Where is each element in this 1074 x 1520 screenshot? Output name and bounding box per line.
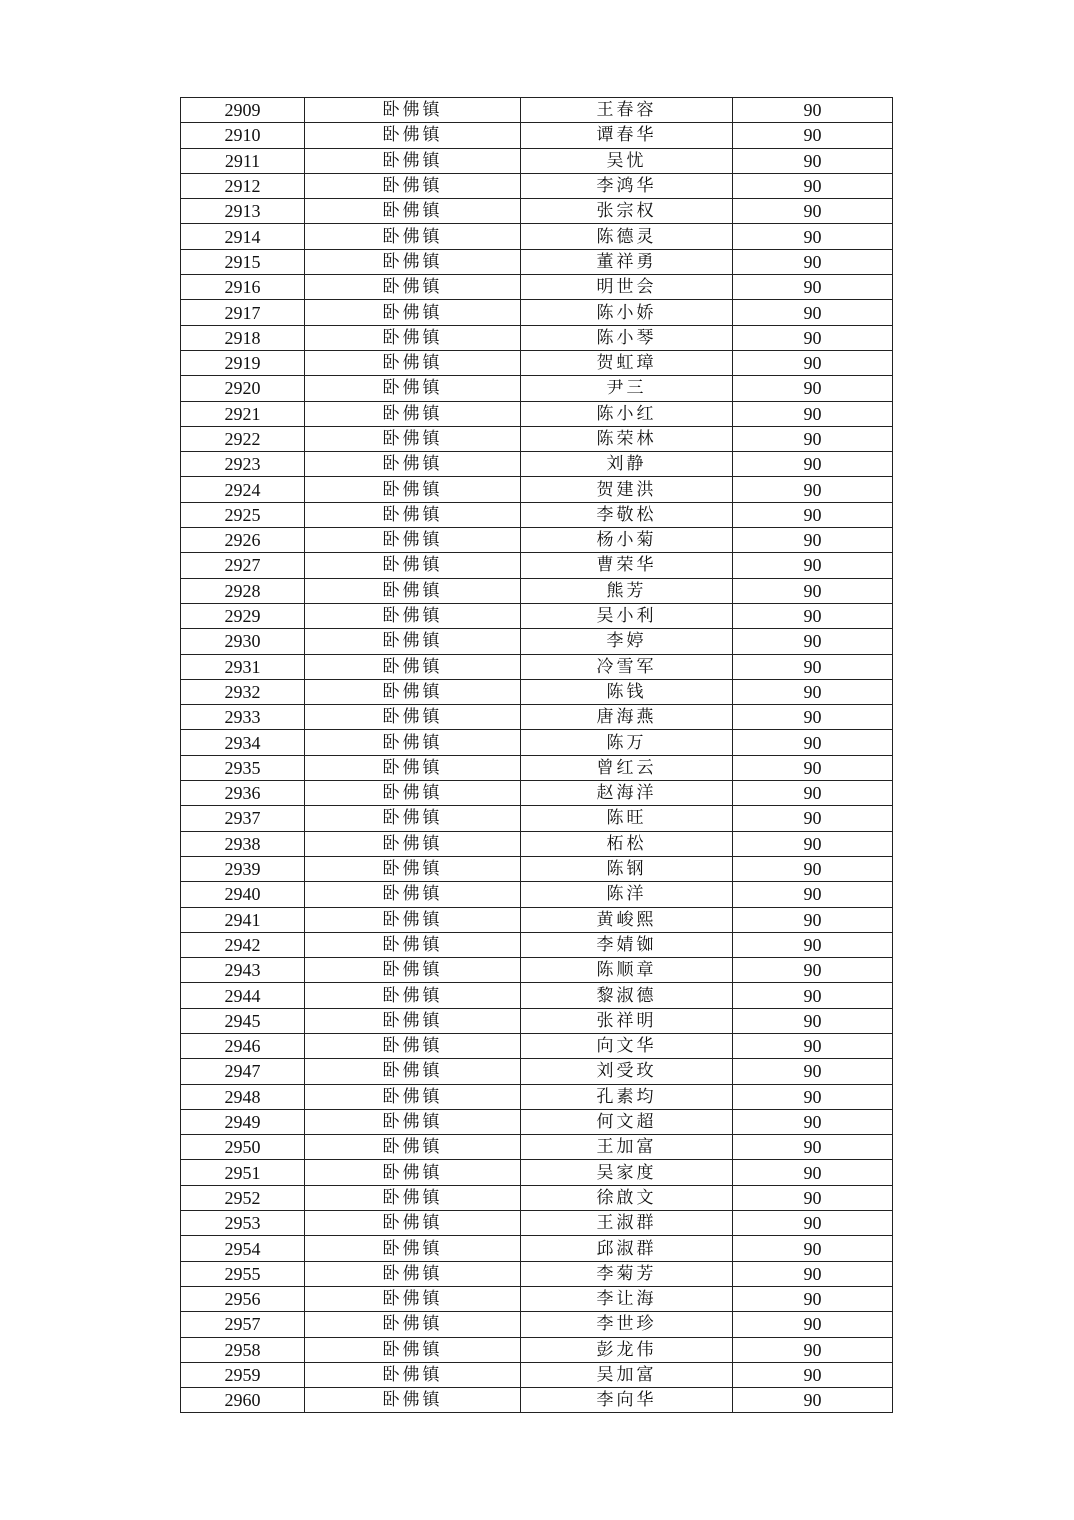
person-name-cell: 吴加富 xyxy=(521,1362,733,1387)
row-number-cell: 2913 xyxy=(181,199,305,224)
table-row xyxy=(181,376,893,401)
row-number-cell: 2920 xyxy=(181,376,305,401)
row-number-cell: 2927 xyxy=(181,553,305,578)
town-cell: 卧佛镇 xyxy=(305,831,521,856)
amount-cell: 90 xyxy=(733,1388,893,1413)
row-number-cell: 2928 xyxy=(181,578,305,603)
person-name-cell: 向文华 xyxy=(521,1033,733,1058)
town-cell: 卧佛镇 xyxy=(305,679,521,704)
table-row xyxy=(181,173,893,198)
person-name-cell: 陈钱 xyxy=(521,679,733,704)
amount-cell: 90 xyxy=(733,325,893,350)
row-number-cell: 2925 xyxy=(181,502,305,527)
table-row xyxy=(181,199,893,224)
row-number-cell: 2953 xyxy=(181,1211,305,1236)
person-name-cell: 王淑群 xyxy=(521,1211,733,1236)
person-name-cell: 赵海洋 xyxy=(521,781,733,806)
person-name-cell: 李婧铷 xyxy=(521,932,733,957)
person-name-cell: 王春容 xyxy=(521,98,733,123)
amount-cell: 90 xyxy=(733,1135,893,1160)
row-number-cell: 2959 xyxy=(181,1362,305,1387)
amount-cell: 90 xyxy=(733,1109,893,1134)
town-cell: 卧佛镇 xyxy=(305,983,521,1008)
person-name-cell: 王加富 xyxy=(521,1135,733,1160)
person-name-cell: 李敬松 xyxy=(521,502,733,527)
person-name-cell: 陈旺 xyxy=(521,806,733,831)
amount-cell: 90 xyxy=(733,426,893,451)
table-row xyxy=(181,1261,893,1286)
person-name-cell: 尹三 xyxy=(521,376,733,401)
amount-cell: 90 xyxy=(733,1084,893,1109)
town-cell: 卧佛镇 xyxy=(305,907,521,932)
row-number-cell: 2921 xyxy=(181,401,305,426)
person-name-cell: 陈荣林 xyxy=(521,426,733,451)
table-row xyxy=(181,1135,893,1160)
person-name-cell: 徐啟文 xyxy=(521,1185,733,1210)
table-row xyxy=(181,1084,893,1109)
town-cell: 卧佛镇 xyxy=(305,1059,521,1084)
town-cell: 卧佛镇 xyxy=(305,300,521,325)
amount-cell: 90 xyxy=(733,629,893,654)
town-cell: 卧佛镇 xyxy=(305,1286,521,1311)
town-cell: 卧佛镇 xyxy=(305,882,521,907)
amount-cell: 90 xyxy=(733,806,893,831)
amount-cell: 90 xyxy=(733,477,893,502)
table-row xyxy=(181,831,893,856)
person-name-cell: 熊芳 xyxy=(521,578,733,603)
town-cell: 卧佛镇 xyxy=(305,730,521,755)
town-cell: 卧佛镇 xyxy=(305,1337,521,1362)
person-name-cell: 陈钢 xyxy=(521,856,733,881)
row-number-cell: 2947 xyxy=(181,1059,305,1084)
table-row xyxy=(181,249,893,274)
amount-cell: 90 xyxy=(733,578,893,603)
table-row xyxy=(181,477,893,502)
town-cell: 卧佛镇 xyxy=(305,224,521,249)
row-number-cell: 2935 xyxy=(181,755,305,780)
town-cell: 卧佛镇 xyxy=(305,603,521,628)
person-name-cell: 贺虹璋 xyxy=(521,350,733,375)
table-row xyxy=(181,806,893,831)
row-number-cell: 2941 xyxy=(181,907,305,932)
amount-cell: 90 xyxy=(733,831,893,856)
town-cell: 卧佛镇 xyxy=(305,781,521,806)
person-name-cell: 杨小菊 xyxy=(521,528,733,553)
table-row xyxy=(181,502,893,527)
table-row xyxy=(181,224,893,249)
person-name-cell: 吴小利 xyxy=(521,603,733,628)
table-row xyxy=(181,528,893,553)
town-cell: 卧佛镇 xyxy=(305,1160,521,1185)
table-row xyxy=(181,983,893,1008)
amount-cell: 90 xyxy=(733,275,893,300)
row-number-cell: 2954 xyxy=(181,1236,305,1261)
row-number-cell: 2948 xyxy=(181,1084,305,1109)
row-number-cell: 2955 xyxy=(181,1261,305,1286)
row-number-cell: 2949 xyxy=(181,1109,305,1134)
town-cell: 卧佛镇 xyxy=(305,199,521,224)
amount-cell: 90 xyxy=(733,249,893,274)
person-name-cell: 李菊芳 xyxy=(521,1261,733,1286)
amount-cell: 90 xyxy=(733,350,893,375)
person-name-cell: 吴忧 xyxy=(521,148,733,173)
table-row xyxy=(181,958,893,983)
table-row xyxy=(181,1388,893,1413)
person-name-cell: 何文超 xyxy=(521,1109,733,1134)
table-row xyxy=(181,1160,893,1185)
town-cell: 卧佛镇 xyxy=(305,148,521,173)
row-number-cell: 2922 xyxy=(181,426,305,451)
row-number-cell: 2918 xyxy=(181,325,305,350)
amount-cell: 90 xyxy=(733,173,893,198)
row-number-cell: 2924 xyxy=(181,477,305,502)
amount-cell: 90 xyxy=(733,452,893,477)
table-row xyxy=(181,907,893,932)
row-number-cell: 2919 xyxy=(181,350,305,375)
person-name-cell: 冷雪军 xyxy=(521,654,733,679)
row-number-cell: 2910 xyxy=(181,123,305,148)
row-number-cell: 2950 xyxy=(181,1135,305,1160)
person-name-cell: 黄峻熙 xyxy=(521,907,733,932)
row-number-cell: 2923 xyxy=(181,452,305,477)
person-name-cell: 李向华 xyxy=(521,1388,733,1413)
table-row xyxy=(181,654,893,679)
table-row xyxy=(181,452,893,477)
person-name-cell: 李世珍 xyxy=(521,1312,733,1337)
person-name-cell: 张宗权 xyxy=(521,199,733,224)
table-row xyxy=(181,730,893,755)
town-cell: 卧佛镇 xyxy=(305,1185,521,1210)
town-cell: 卧佛镇 xyxy=(305,98,521,123)
town-cell: 卧佛镇 xyxy=(305,275,521,300)
amount-cell: 90 xyxy=(733,1211,893,1236)
town-cell: 卧佛镇 xyxy=(305,1261,521,1286)
row-number-cell: 2937 xyxy=(181,806,305,831)
table-row xyxy=(181,882,893,907)
table-row xyxy=(181,1312,893,1337)
row-number-cell: 2951 xyxy=(181,1160,305,1185)
table-row xyxy=(181,350,893,375)
row-number-cell: 2960 xyxy=(181,1388,305,1413)
town-cell: 卧佛镇 xyxy=(305,249,521,274)
amount-cell: 90 xyxy=(733,1008,893,1033)
row-number-cell: 2932 xyxy=(181,679,305,704)
person-name-cell: 柘松 xyxy=(521,831,733,856)
person-name-cell: 彭龙伟 xyxy=(521,1337,733,1362)
amount-cell: 90 xyxy=(733,1362,893,1387)
table-row xyxy=(181,148,893,173)
row-number-cell: 2916 xyxy=(181,275,305,300)
table-row xyxy=(181,1185,893,1210)
row-number-cell: 2936 xyxy=(181,781,305,806)
town-cell: 卧佛镇 xyxy=(305,1135,521,1160)
town-cell: 卧佛镇 xyxy=(305,932,521,957)
amount-cell: 90 xyxy=(733,1185,893,1210)
table-row xyxy=(181,123,893,148)
town-cell: 卧佛镇 xyxy=(305,806,521,831)
amount-cell: 90 xyxy=(733,123,893,148)
town-cell: 卧佛镇 xyxy=(305,856,521,881)
town-cell: 卧佛镇 xyxy=(305,1312,521,1337)
person-name-cell: 刘受玫 xyxy=(521,1059,733,1084)
amount-cell: 90 xyxy=(733,705,893,730)
table-row xyxy=(181,679,893,704)
amount-cell: 90 xyxy=(733,528,893,553)
person-name-cell: 黎淑德 xyxy=(521,983,733,1008)
row-number-cell: 2926 xyxy=(181,528,305,553)
person-name-cell: 陈小娇 xyxy=(521,300,733,325)
row-number-cell: 2956 xyxy=(181,1286,305,1311)
row-number-cell: 2939 xyxy=(181,856,305,881)
row-number-cell: 2944 xyxy=(181,983,305,1008)
table-row xyxy=(181,426,893,451)
amount-cell: 90 xyxy=(733,224,893,249)
amount-cell: 90 xyxy=(733,1261,893,1286)
amount-cell: 90 xyxy=(733,1286,893,1311)
amount-cell: 90 xyxy=(733,603,893,628)
person-name-cell: 陈顺章 xyxy=(521,958,733,983)
row-number-cell: 2911 xyxy=(181,148,305,173)
row-number-cell: 2930 xyxy=(181,629,305,654)
town-cell: 卧佛镇 xyxy=(305,325,521,350)
table-row xyxy=(181,325,893,350)
amount-cell: 90 xyxy=(733,300,893,325)
amount-cell: 90 xyxy=(733,502,893,527)
town-cell: 卧佛镇 xyxy=(305,1084,521,1109)
person-name-cell: 董祥勇 xyxy=(521,249,733,274)
town-cell: 卧佛镇 xyxy=(305,426,521,451)
town-cell: 卧佛镇 xyxy=(305,578,521,603)
amount-cell: 90 xyxy=(733,907,893,932)
town-cell: 卧佛镇 xyxy=(305,629,521,654)
table-row xyxy=(181,856,893,881)
town-cell: 卧佛镇 xyxy=(305,654,521,679)
table-row xyxy=(181,1008,893,1033)
table-row xyxy=(181,98,893,123)
row-number-cell: 2934 xyxy=(181,730,305,755)
person-name-cell: 谭春华 xyxy=(521,123,733,148)
town-cell: 卧佛镇 xyxy=(305,1236,521,1261)
table-row xyxy=(181,553,893,578)
amount-cell: 90 xyxy=(733,679,893,704)
amount-cell: 90 xyxy=(733,932,893,957)
person-name-cell: 明世会 xyxy=(521,275,733,300)
amount-cell: 90 xyxy=(733,755,893,780)
amount-cell: 90 xyxy=(733,553,893,578)
person-name-cell: 陈小红 xyxy=(521,401,733,426)
amount-cell: 90 xyxy=(733,1160,893,1185)
person-name-cell: 吴家度 xyxy=(521,1160,733,1185)
person-name-cell: 唐海燕 xyxy=(521,705,733,730)
table-row xyxy=(181,1033,893,1058)
town-cell: 卧佛镇 xyxy=(305,123,521,148)
amount-cell: 90 xyxy=(733,98,893,123)
person-name-cell: 陈万 xyxy=(521,730,733,755)
amount-cell: 90 xyxy=(733,376,893,401)
table-row xyxy=(181,781,893,806)
table-row xyxy=(181,275,893,300)
town-cell: 卧佛镇 xyxy=(305,755,521,780)
town-cell: 卧佛镇 xyxy=(305,1211,521,1236)
row-number-cell: 2942 xyxy=(181,932,305,957)
row-number-cell: 2946 xyxy=(181,1033,305,1058)
town-cell: 卧佛镇 xyxy=(305,1033,521,1058)
table-row xyxy=(181,1337,893,1362)
town-cell: 卧佛镇 xyxy=(305,1388,521,1413)
table-row xyxy=(181,932,893,957)
amount-cell: 90 xyxy=(733,401,893,426)
table-row xyxy=(181,705,893,730)
person-name-cell: 李鸿华 xyxy=(521,173,733,198)
table-row xyxy=(181,578,893,603)
amount-cell: 90 xyxy=(733,199,893,224)
person-name-cell: 李让海 xyxy=(521,1286,733,1311)
row-number-cell: 2912 xyxy=(181,173,305,198)
town-cell: 卧佛镇 xyxy=(305,350,521,375)
person-name-cell: 刘静 xyxy=(521,452,733,477)
town-cell: 卧佛镇 xyxy=(305,1008,521,1033)
table-row xyxy=(181,1059,893,1084)
town-cell: 卧佛镇 xyxy=(305,1362,521,1387)
amount-cell: 90 xyxy=(733,148,893,173)
roster-table-body xyxy=(181,98,893,1413)
table-row xyxy=(181,1362,893,1387)
row-number-cell: 2943 xyxy=(181,958,305,983)
table-row xyxy=(181,1109,893,1134)
table-row xyxy=(181,1236,893,1261)
person-name-cell: 贺建洪 xyxy=(521,477,733,502)
town-cell: 卧佛镇 xyxy=(305,376,521,401)
person-name-cell: 陈洋 xyxy=(521,882,733,907)
row-number-cell: 2914 xyxy=(181,224,305,249)
table-row xyxy=(181,603,893,628)
amount-cell: 90 xyxy=(733,781,893,806)
amount-cell: 90 xyxy=(733,1337,893,1362)
town-cell: 卧佛镇 xyxy=(305,452,521,477)
row-number-cell: 2940 xyxy=(181,882,305,907)
row-number-cell: 2917 xyxy=(181,300,305,325)
table-row xyxy=(181,300,893,325)
person-name-cell: 曹荣华 xyxy=(521,553,733,578)
roster-table xyxy=(180,97,893,1413)
town-cell: 卧佛镇 xyxy=(305,502,521,527)
row-number-cell: 2933 xyxy=(181,705,305,730)
amount-cell: 90 xyxy=(733,654,893,679)
town-cell: 卧佛镇 xyxy=(305,958,521,983)
town-cell: 卧佛镇 xyxy=(305,705,521,730)
town-cell: 卧佛镇 xyxy=(305,553,521,578)
row-number-cell: 2931 xyxy=(181,654,305,679)
row-number-cell: 2915 xyxy=(181,249,305,274)
amount-cell: 90 xyxy=(733,983,893,1008)
row-number-cell: 2957 xyxy=(181,1312,305,1337)
town-cell: 卧佛镇 xyxy=(305,528,521,553)
table-row xyxy=(181,401,893,426)
person-name-cell: 陈德灵 xyxy=(521,224,733,249)
town-cell: 卧佛镇 xyxy=(305,1109,521,1134)
town-cell: 卧佛镇 xyxy=(305,477,521,502)
person-name-cell: 李婷 xyxy=(521,629,733,654)
row-number-cell: 2945 xyxy=(181,1008,305,1033)
table-row xyxy=(181,1211,893,1236)
amount-cell: 90 xyxy=(733,856,893,881)
person-name-cell: 曾红云 xyxy=(521,755,733,780)
person-name-cell: 张祥明 xyxy=(521,1008,733,1033)
person-name-cell: 邱淑群 xyxy=(521,1236,733,1261)
town-cell: 卧佛镇 xyxy=(305,401,521,426)
table-row xyxy=(181,629,893,654)
row-number-cell: 2938 xyxy=(181,831,305,856)
row-number-cell: 2958 xyxy=(181,1337,305,1362)
amount-cell: 90 xyxy=(733,1059,893,1084)
amount-cell: 90 xyxy=(733,958,893,983)
amount-cell: 90 xyxy=(733,1312,893,1337)
row-number-cell: 2929 xyxy=(181,603,305,628)
row-number-cell: 2909 xyxy=(181,98,305,123)
person-name-cell: 孔素均 xyxy=(521,1084,733,1109)
row-number-cell: 2952 xyxy=(181,1185,305,1210)
amount-cell: 90 xyxy=(733,1236,893,1261)
person-name-cell: 陈小琴 xyxy=(521,325,733,350)
amount-cell: 90 xyxy=(733,730,893,755)
table-row xyxy=(181,1286,893,1311)
table-row xyxy=(181,755,893,780)
amount-cell: 90 xyxy=(733,882,893,907)
amount-cell: 90 xyxy=(733,1033,893,1058)
town-cell: 卧佛镇 xyxy=(305,173,521,198)
